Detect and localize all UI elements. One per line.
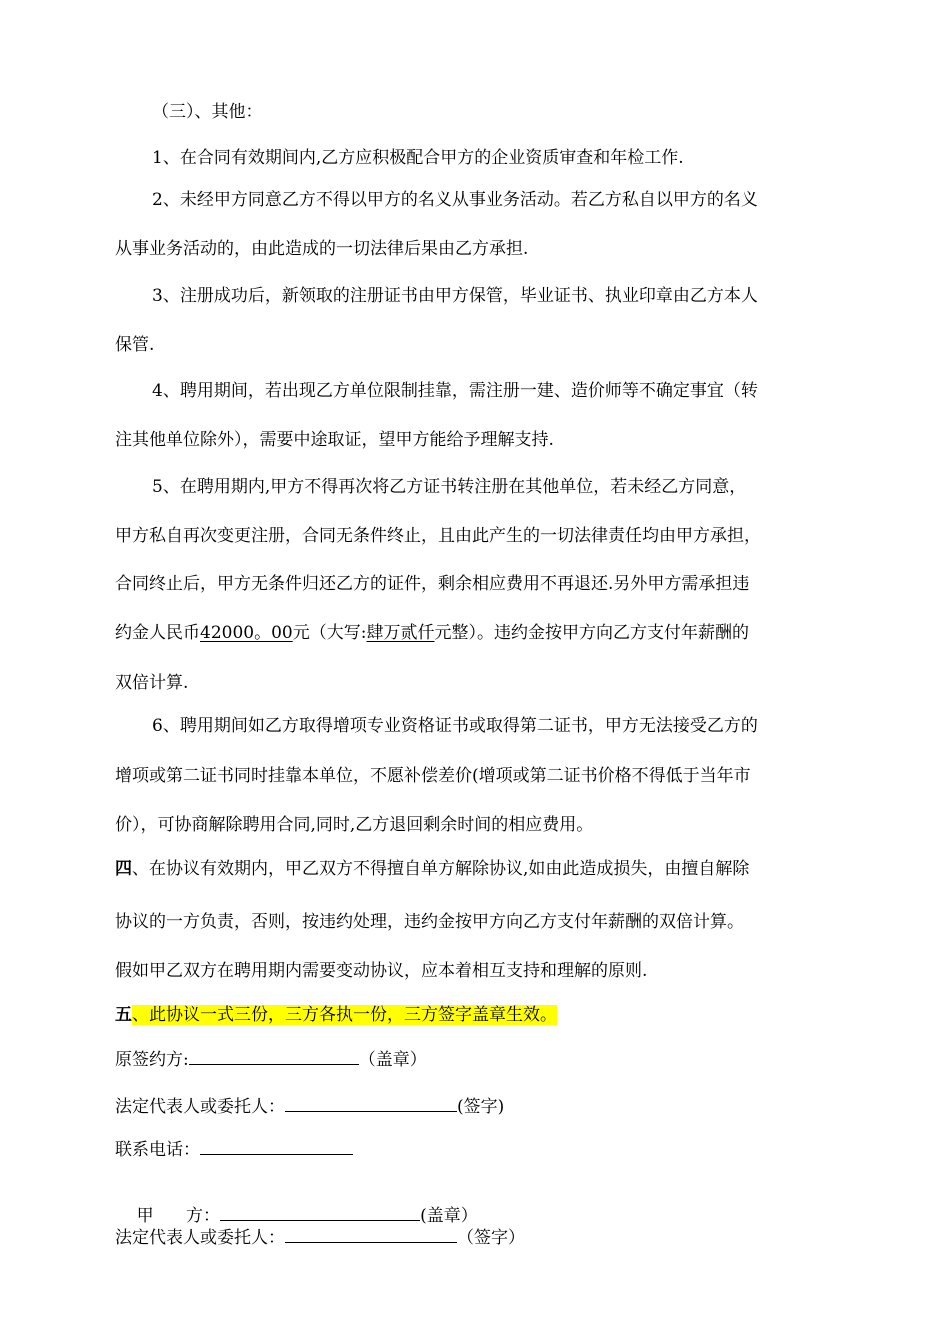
penalty-suffix: 元整）。违约金按甲方向乙方支付年薪酬的: [434, 623, 749, 643]
section4-line3: 假如甲乙双方在聘用期内需要变动协议，应本着相互支持和理解的原则.: [115, 961, 648, 981]
section4-label: 四: [115, 859, 132, 879]
section3-item6-line2: 增项或第二证书同时挂靠本单位，不愿补偿差价(增项或第二证书价格不得低于当年市: [115, 766, 751, 786]
section5-line: [115, 1004, 557, 1026]
representative2-label: 法定代表人或委托人：: [115, 1228, 285, 1248]
section3-item5-line5: 双倍计算.: [115, 673, 189, 693]
section3-item3-line2: 保管.: [115, 335, 155, 355]
phone-label: 联系电话：: [115, 1140, 200, 1160]
section3-item2-line2: 从事业务活动的，由此造成的一切法律后果由乙方承担.: [115, 239, 529, 259]
section3-item6-line1: 6、聘用期间如乙方取得增项专业资格证书或取得第二证书，甲方无法接受乙方的: [152, 716, 758, 736]
representative2-blank: [285, 1224, 457, 1243]
representative1-sign: (签字): [457, 1097, 505, 1117]
section3-heading: （三）、其他：: [152, 102, 263, 122]
representative1-line: [115, 1093, 504, 1115]
section3-item4-line1: 4、聘用期间，若出现乙方单位限制挂靠，需注册一建、造价师等不确定事宜（转: [152, 381, 758, 401]
party-a-seal: (盖章）: [420, 1206, 478, 1226]
penalty-capital-prefix: 元（大写:: [292, 623, 367, 643]
section3-item1: 1、在合同有效期间内,乙方应积极配合甲方的企业资质审查和年检工作.: [152, 148, 684, 168]
section3-item4-line2: 注其他单位除外），需要中途取证，望甲方能给予理解支持.: [115, 430, 554, 450]
section3-item3-line1: 3、注册成功后，新领取的注册证书由甲方保管，毕业证书、执业印章由乙方本人: [152, 286, 758, 306]
representative2-sign: （签字）: [457, 1228, 525, 1248]
penalty-prefix: 约金人民币: [115, 623, 200, 643]
party-a-label: 甲 方：: [136, 1206, 221, 1226]
section4-line2: 协议的一方负责，否则，按违约处理，违约金按甲方向乙方支付年薪酬的双倍计算。: [115, 912, 744, 932]
original-party-label: 原签约方:: [115, 1050, 189, 1070]
representative1-blank: [285, 1093, 457, 1112]
section4-line1: [115, 858, 749, 880]
section3-item5-line2: 甲方私自再次变更注册，合同无条件终止，且由此产生的一切法律责任均由甲方承担，: [115, 526, 761, 546]
representative2-line: [115, 1224, 525, 1246]
party-a-blank: [220, 1202, 420, 1221]
section3-item6-line3: 价），可协商解除聘用合同,同时,乙方退回剩余时间的相应费用。: [115, 815, 594, 835]
section5-label: 五: [115, 1005, 132, 1025]
original-party-blank: [189, 1046, 359, 1065]
section3-item5-line4: [115, 622, 749, 644]
original-party-line: [115, 1046, 427, 1068]
section3-item5-line3: 合同终止后，甲方无条件归还乙方的证件，剩余相应费用不再退还.另外甲方需承担违: [115, 574, 750, 594]
section3-item5-line1: 5、在聘用期内,甲方不得再次将乙方证书转注册在其他单位，若未经乙方同意，: [152, 477, 747, 497]
representative1-label: 法定代表人或委托人：: [115, 1097, 285, 1117]
original-party-seal: （盖章）: [358, 1050, 427, 1070]
section5-highlighted-text: 、此协议一式三份，三方各执一份，三方签字盖章生效。: [132, 1005, 557, 1025]
party-a-line: [115, 1180, 478, 1226]
section4-text: 、在协议有效期内，甲乙双方不得擅自单方解除协议,如由此造成损失，由擅自解除: [132, 859, 750, 879]
phone-line: [115, 1136, 353, 1158]
phone-blank: [200, 1136, 353, 1155]
penalty-amount: 42000。00: [200, 623, 293, 643]
section3-item2-line1: 2、未经甲方同意乙方不得以甲方的名义从事业务活动。若乙方私自以甲方的名义: [152, 190, 758, 210]
penalty-amount-capital: 肆万贰仟: [366, 623, 435, 643]
